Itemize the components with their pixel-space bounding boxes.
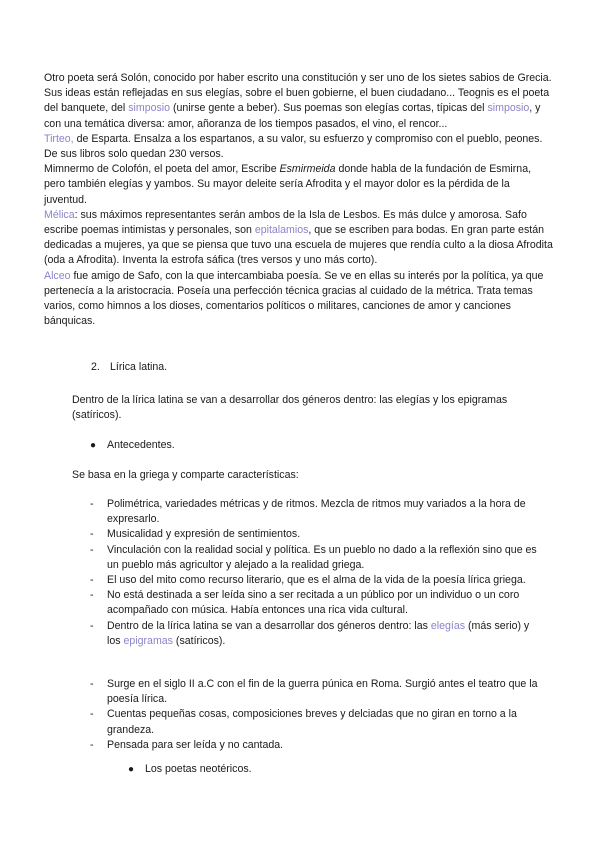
intro-text: [44, 71, 554, 329]
paragraph-solon: Otro poeta será Solón, conocido por haber escrito una constitución y ser uno de los sietes sabios de Grecia. Sus ideas están reflejadas en sus elegías, sobre el buen gobierne, el buen ciudadano... Teognis es el poeta del banquete, del simposio (unirse gente a beber). Sus poemas son elegías cortas, típicas del simposio, y con una temática diversa: amor, añoranza de los tiempos pasados, el vino, el rencor...: [44, 72, 552, 130]
list-item: - Surge en el siglo II a.C con el fin de la guerra púnica en Roma. Surgió antes el teatro que la poesía lírica.: [90, 678, 538, 706]
paragraph-tirteo: Tirteo, de Esparta. Ensalza a los espartanos, a su valor, su esfuerzo y compromiso con el pueblo, peones. De sus libros solo quedan 230 versos.: [44, 132, 543, 161]
paragraph-alceo: Alceo fue amigo de Safo, con la que intercambiaba poesía. Se ve en ellas su interés por la política, ya que pertenecía a la aristocracia. Poseía una perfección técnica gracias al cuidado de la métrica. Trata temas varios, como himnos a los dioses, comentarios políticos o militares, canciones de amor y canciones bánquicas.: [44, 269, 544, 328]
list-item: - Vinculación con la realidad social y política. Es un pueblo no dado a la reflexión sino que es un pueblo más agricultor y alejado a la realidad griega.: [90, 543, 537, 571]
bullet-icon: ●: [128, 764, 135, 775]
term-simposio: simposio: [128, 102, 171, 115]
section-title: Lírica latina.: [110, 361, 168, 373]
list-item: - Dentro de la lírica latina se van a desarrollar dos géneros dentro: las elegías (más serio) y los epigramas (satíricos).: [90, 619, 530, 647]
bullet-antecedentes: ● Antecedentes.: [90, 438, 175, 453]
bullet-neotericos: ● Los poetas neotéricos.: [128, 762, 252, 777]
term-epigramas: epigramas: [123, 634, 173, 647]
list-item: - Polimétrica, variedades métricas y de ritmos. Mezcla de ritmos muy variados a la hora de expresarlo.: [90, 498, 526, 526]
list-item: - Musicalidad y expresión de sentimientos.: [90, 528, 301, 541]
term-alceo: Alceo: [44, 269, 71, 282]
term-epitalamios: epitalamios: [254, 224, 309, 237]
paragraph-mimnermo: Mimnermo de Colofón, el poeta del amor, Escribe Esmirmeida donde habla de la fundación de Esmirna, pero también elegías y yambos. Su mayor deleite sería Afrodita y el mayor dolor es la pérdida de la juventud.: [44, 163, 532, 206]
origins-list: [0, 677, 600, 753]
term-melica: Mélica: [44, 208, 75, 221]
section-intro: Dentro de la lírica latina se van a desarrollar dos géneros dentro: las elegías y los epigramas (satíricos).: [72, 394, 508, 422]
list-item: - El uso del mito como recurso literario, que es el alma de la vida de la poesía lírica griega.: [90, 574, 526, 587]
paragraph-melica: Mélica: sus máximos representantes serán ambos de la Isla de Lesbos. Es más dulce y amorosa. Safo escribe poemas intimistas y personales, son epitalamios, que se escriben para bodas. En gran parte están dedicadas a mujeres, ya que se piensa que tuvo una escuela de mujeres que rendía culto a la diosa Afrodita (oda a Afrodita). Inventa la estrofa sáfica (tres versos y uno más corto).: [44, 208, 553, 267]
term-simposio-2: simposio: [487, 102, 530, 115]
list-item: - Cuentas pequeñas cosas, composiciones breves y delciadas que no giran en torno a la grandeza.: [90, 708, 517, 736]
list-item: - No está destinada a ser leída sino a ser recitada a un público por un individuo o un coro acompañado con música. Había entonces una rica vida cultural.: [90, 589, 520, 617]
base-text: Se basa en la griega y comparte características:: [72, 469, 299, 481]
section-number: 2.: [91, 361, 100, 373]
list-item: - Pensada para ser leída y no cantada.: [90, 738, 284, 751]
bullet-icon: ●: [90, 440, 97, 451]
work-title: Esmirmeida: [279, 163, 336, 176]
section-heading: [91, 360, 167, 375]
characteristics-list: [0, 497, 600, 649]
term-tirteo: Tirteo,: [44, 132, 74, 145]
term-elegias: elegías: [430, 619, 466, 632]
